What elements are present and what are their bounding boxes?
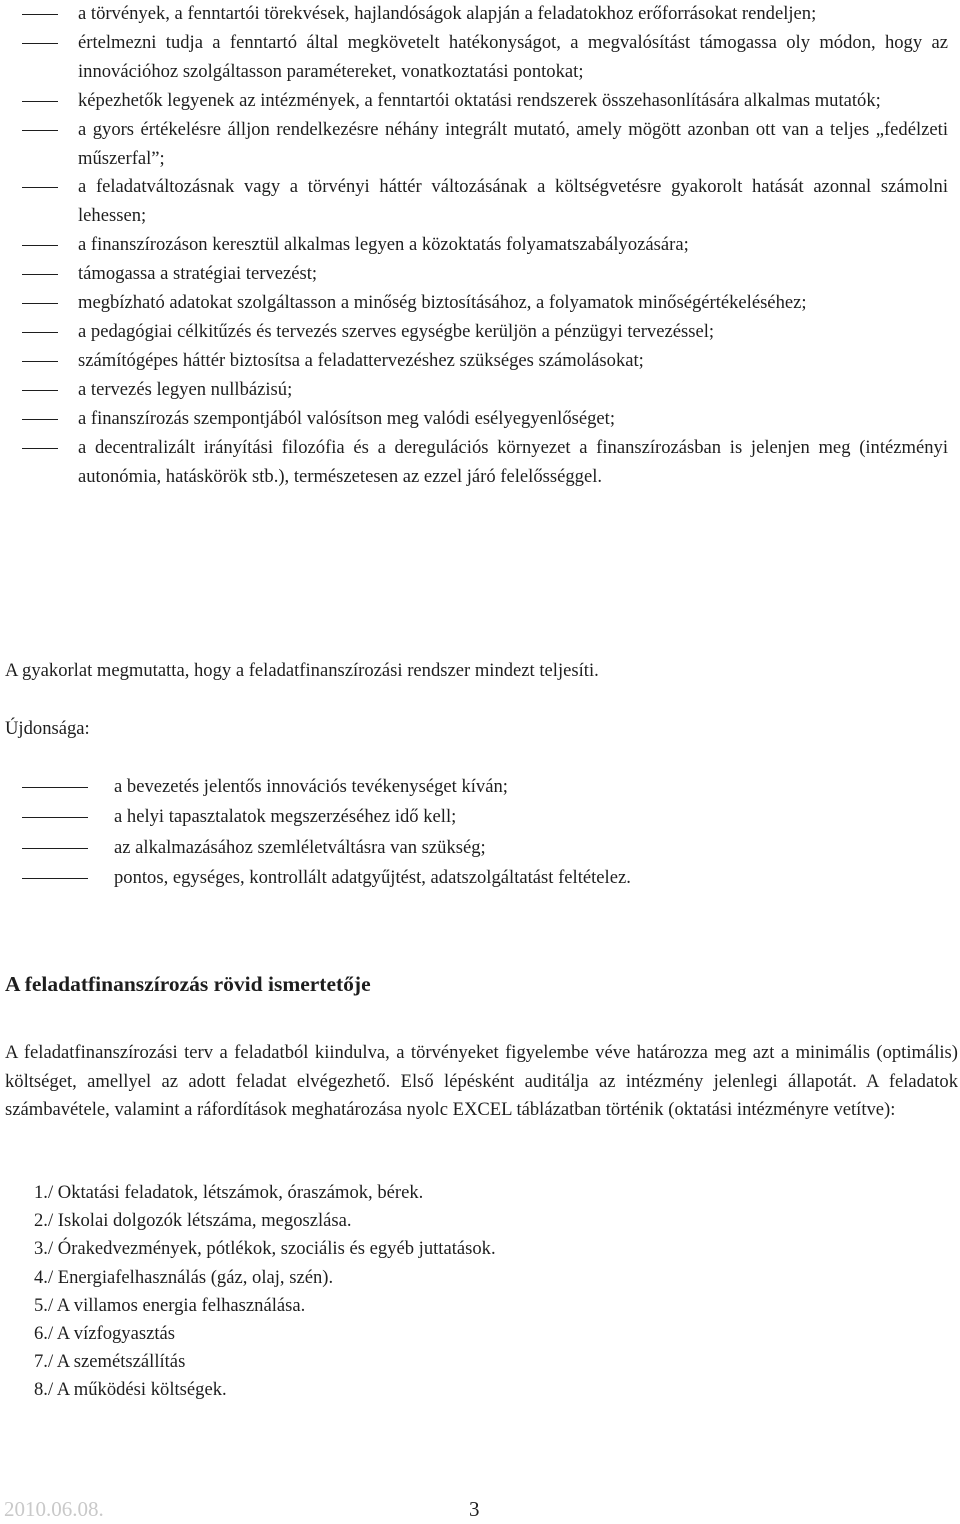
requirements-list bbox=[0, 0, 960, 491]
list-item bbox=[0, 434, 960, 492]
list-item bbox=[0, 116, 960, 174]
novelty-list bbox=[0, 772, 960, 893]
list-item-text: értelmezni tudja a fenntartó által megkövetelt hatékonyságot, a megvalósítást támogassa oly módon, hogy az innovációhoz szolgáltasson paramétereket, vonatkoztatási pontokat; bbox=[78, 31, 948, 82]
list-item bbox=[0, 87, 960, 116]
practice-sentence: A gyakorlat megmutatta, hogy a feladatfinanszírozási rendszer mindezt teljesíti. bbox=[5, 660, 599, 681]
list-item bbox=[0, 376, 960, 405]
dash-bullet bbox=[22, 848, 88, 849]
list-item: 3./ Órakedvezmények, pótlékok, szociális és egyéb juttatások. bbox=[34, 1238, 496, 1260]
list-item-text: a helyi tapasztalatok megszerzéséhez idő kell; bbox=[114, 806, 457, 828]
dash-bullet bbox=[22, 14, 58, 15]
list-item: 2./ Iskolai dolgozók létszáma, megoszlása. bbox=[34, 1210, 352, 1232]
list-item-text: az alkalmazásához szemléletváltásra van szükség; bbox=[114, 836, 486, 858]
list-item: 7./ A szemétszállítás bbox=[34, 1351, 186, 1373]
dash-bullet bbox=[22, 390, 58, 391]
list-item bbox=[0, 347, 960, 376]
list-item bbox=[0, 0, 960, 29]
list-item-text: a pedagógiai célkitűzés és tervezés szerves egységbe kerüljön a pénzügyi tervezéssel; bbox=[78, 320, 715, 342]
list-item: 1./ Oktatási feladatok, létszámok, óraszámok, bérek. bbox=[34, 1182, 424, 1203]
dash-bullet bbox=[22, 448, 58, 449]
list-item-text: megbízható adatokat szolgáltasson a minőség biztosításához, a folyamatok minőségértékeléséhez; bbox=[78, 292, 807, 314]
novelty-label: Újdonsága: bbox=[5, 718, 90, 739]
list-item bbox=[0, 833, 960, 863]
list-item bbox=[0, 318, 960, 347]
list-item-text: a finanszírozás szempontjából valósítson meg valódi esélyegyenlőséget; bbox=[78, 407, 616, 429]
list-item-text: a gyors értékelésre álljon rendelkezésre néhány integrált mutató, amely mögött azonban ott van a teljes „fedélzeti műszerfal”; bbox=[78, 118, 948, 169]
dash-bullet bbox=[22, 332, 58, 333]
list-item-text: a decentralizált irányítási filozófia és a deregulációs környezet a finanszírozásban is jelenjen meg (intézményi autonómia, hatáskörök stb.), természetesen az ezzel járó felelősséggel. bbox=[78, 436, 948, 487]
list-item bbox=[0, 405, 960, 434]
dash-bullet bbox=[22, 817, 88, 818]
dash-bullet bbox=[22, 419, 58, 420]
section-heading: A feladatfinanszírozás rövid ismertetője bbox=[5, 972, 371, 996]
list-item bbox=[0, 289, 960, 318]
dash-bullet bbox=[22, 878, 88, 879]
list-item-text: a feladatváltozásnak vagy a törvényi háttér változásának a költségvetésre gyakorolt hatását azonnal számolni lehessen; bbox=[78, 176, 948, 227]
list-item: 5./ A villamos energia felhasználása. bbox=[34, 1294, 306, 1316]
dash-bullet bbox=[22, 130, 58, 131]
list-item: 8./ A működési költségek. bbox=[34, 1379, 227, 1401]
dash-bullet bbox=[22, 274, 58, 275]
list-item-text: a finanszírozáson keresztül alkalmas legyen a közoktatás folyamatszabályozására; bbox=[78, 234, 689, 256]
list-item-text: képezhetők legyenek az intézmények, a fenntartói oktatási rendszerek összehasonlítására alkalmas mutatók; bbox=[78, 89, 881, 111]
list-item bbox=[0, 863, 960, 893]
dash-bullet bbox=[22, 245, 58, 246]
list-item bbox=[0, 173, 960, 231]
excel-tables-list bbox=[34, 1179, 496, 1405]
list-item-text: a törvények, a fenntartói törekvések, hajlandóságok alapján a feladatokhoz erőforrásokat rendeljen; bbox=[78, 3, 817, 24]
list-item-text: a bevezetés jelentős innovációs tevékenységet kíván; bbox=[114, 776, 508, 797]
list-item-text: támogassa a stratégiai tervezést; bbox=[78, 263, 318, 285]
list-item: 6./ A vízfogyasztás bbox=[34, 1323, 175, 1345]
footer-date: 2010.06.08. bbox=[4, 1497, 104, 1521]
page-number: 3 bbox=[469, 1497, 480, 1521]
list-item bbox=[0, 260, 960, 289]
list-item bbox=[0, 772, 960, 802]
dash-bullet bbox=[22, 787, 88, 788]
dash-bullet bbox=[22, 187, 58, 188]
list-item-text: pontos, egységes, kontrollált adatgyűjtést, adatszolgáltatást feltételez. bbox=[114, 866, 631, 888]
list-item bbox=[0, 29, 960, 87]
list-item: 4./ Energiafelhasználás (gáz, olaj, szén). bbox=[34, 1266, 334, 1288]
dash-bullet bbox=[22, 43, 58, 44]
list-item-text: a tervezés legyen nullbázisú; bbox=[78, 378, 293, 400]
list-item bbox=[0, 802, 960, 832]
dash-bullet bbox=[22, 303, 58, 304]
dash-bullet bbox=[22, 101, 58, 102]
dash-bullet bbox=[22, 361, 58, 362]
list-item-text: számítógépes háttér biztosítsa a feladattervezéshez szükséges számolásokat; bbox=[78, 349, 644, 371]
section-paragraph: A feladatfinanszírozási terv a feladatból kiindulva, a törvényeket figyelembe véve határozza meg azt a minimális (optimális) költséget, amellyel az adott feladat elvégezhető. Első lépésként auditálja az intézmény jelenlegi állapotát. A feladatok számbavétele, valamint a ráfordítások meghatározása nyolc EXCEL táblázatban történik (oktatási intézményre vetítve): bbox=[5, 1042, 958, 1121]
list-item bbox=[0, 231, 960, 260]
